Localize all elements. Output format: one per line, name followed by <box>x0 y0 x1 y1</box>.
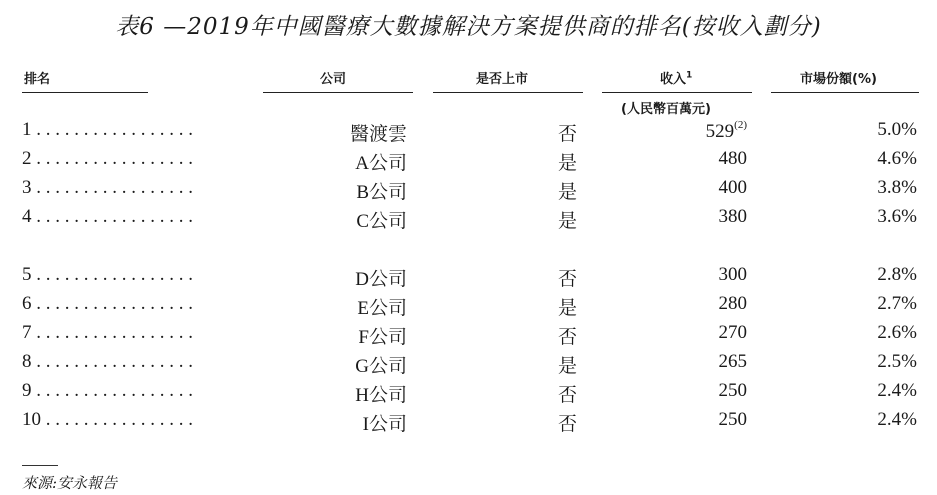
rank-cell: 3 . . . . . . . . . . . . . . . . . <box>22 177 193 198</box>
header-rule-company <box>263 92 413 93</box>
table-row <box>0 264 937 293</box>
header-revenue-label: 收入 <box>660 72 687 87</box>
company-cell: A公司 <box>355 153 407 174</box>
table-row <box>0 119 937 148</box>
company-cell: B公司 <box>356 182 407 203</box>
listed-cell: 否 <box>558 268 578 290</box>
source-note: 來源:安永報告 <box>22 474 118 492</box>
header-rule-rank <box>22 92 148 93</box>
rank-cell: 6 . . . . . . . . . . . . . . . . . <box>22 293 193 314</box>
rank-cell: 1 . . . . . . . . . . . . . . . . . <box>22 119 193 140</box>
company-cell: E公司 <box>357 298 407 319</box>
table-row <box>0 293 937 322</box>
company-cell: H公司 <box>355 385 407 406</box>
rank-cell: 8 . . . . . . . . . . . . . . . . . <box>22 351 193 372</box>
revenue-value: 529 <box>705 121 735 142</box>
table-row <box>0 351 937 380</box>
revenue-cell <box>719 206 748 228</box>
listed-cell: 是 <box>558 355 578 377</box>
header-revenue-note: 1 <box>686 70 693 81</box>
revenue-value: 380 <box>718 206 747 227</box>
header-listed: 是否上市 <box>476 72 529 87</box>
company-cell: G公司 <box>355 356 407 377</box>
revenue-cell <box>719 351 748 373</box>
source-rule <box>22 465 58 466</box>
revenue-cell <box>719 264 748 286</box>
revenue-cell <box>719 380 748 402</box>
share-cell: 2.7% <box>877 293 917 314</box>
table-row <box>0 206 937 235</box>
revenue-value: 300 <box>718 264 747 285</box>
listed-cell: 否 <box>558 326 578 348</box>
company-cell: C公司 <box>356 211 407 232</box>
listed-cell: 否 <box>558 413 578 435</box>
header-rule-share <box>771 92 919 93</box>
revenue-value: 250 <box>718 409 747 430</box>
header-rule-revenue <box>602 92 752 93</box>
company-cell: I公司 <box>362 414 407 435</box>
company-cell: F公司 <box>358 327 407 348</box>
share-cell: 4.6% <box>877 148 917 169</box>
rank-cell: 10 . . . . . . . . . . . . . . . . <box>22 409 193 430</box>
revenue-value: 400 <box>718 177 747 198</box>
share-cell: 3.8% <box>877 177 917 198</box>
table-row <box>0 148 937 177</box>
rank-cell: 7 . . . . . . . . . . . . . . . . . <box>22 322 193 343</box>
share-cell: 2.4% <box>877 409 917 430</box>
rank-cell: 9 . . . . . . . . . . . . . . . . . <box>22 380 193 401</box>
listed-cell: 是 <box>558 297 578 319</box>
company-cell: D公司 <box>355 269 407 290</box>
share-cell: 2.6% <box>877 322 917 343</box>
header-revenue <box>660 68 692 87</box>
revenue-value: 265 <box>718 351 747 372</box>
share-cell: 2.5% <box>877 351 917 372</box>
table-row <box>0 177 937 206</box>
share-cell: 3.6% <box>877 206 917 227</box>
header-rule-listed <box>433 92 583 93</box>
revenue-footnote: (2) <box>734 119 747 131</box>
revenue-cell <box>706 119 747 143</box>
revenue-value: 280 <box>718 293 747 314</box>
company-cell: 醫渡雲 <box>349 124 407 145</box>
rank-cell: 2 . . . . . . . . . . . . . . . . . <box>22 148 193 169</box>
listed-cell: 否 <box>558 123 578 145</box>
revenue-cell <box>719 148 748 170</box>
share-cell: 5.0% <box>877 119 917 140</box>
listed-cell: 是 <box>558 152 578 174</box>
rank-cell: 4 . . . . . . . . . . . . . . . . . <box>22 206 193 227</box>
header-share: 市場份額(%) <box>800 72 877 87</box>
revenue-value: 480 <box>718 148 747 169</box>
table-row <box>0 409 937 438</box>
table-row <box>0 322 937 351</box>
share-cell: 2.4% <box>877 380 917 401</box>
rank-cell: 5 . . . . . . . . . . . . . . . . . <box>22 264 193 285</box>
revenue-value: 250 <box>718 380 747 401</box>
revenue-value: 270 <box>718 322 747 343</box>
header-company: 公司 <box>320 72 347 87</box>
revenue-unit: (人民幣百萬元) <box>621 102 711 117</box>
listed-cell: 否 <box>558 384 578 406</box>
revenue-cell <box>719 322 748 344</box>
table-title: 表6 —2019年中國醫療大數據解決方案提供商的排名(按收入劃分) <box>115 14 822 40</box>
revenue-cell <box>719 293 748 315</box>
listed-cell: 是 <box>558 210 578 232</box>
share-cell: 2.8% <box>877 264 917 285</box>
revenue-cell <box>719 409 748 431</box>
revenue-cell <box>719 177 748 199</box>
table-row <box>0 380 937 409</box>
listed-cell: 是 <box>558 181 578 203</box>
header-rank: 排名 <box>24 72 51 87</box>
